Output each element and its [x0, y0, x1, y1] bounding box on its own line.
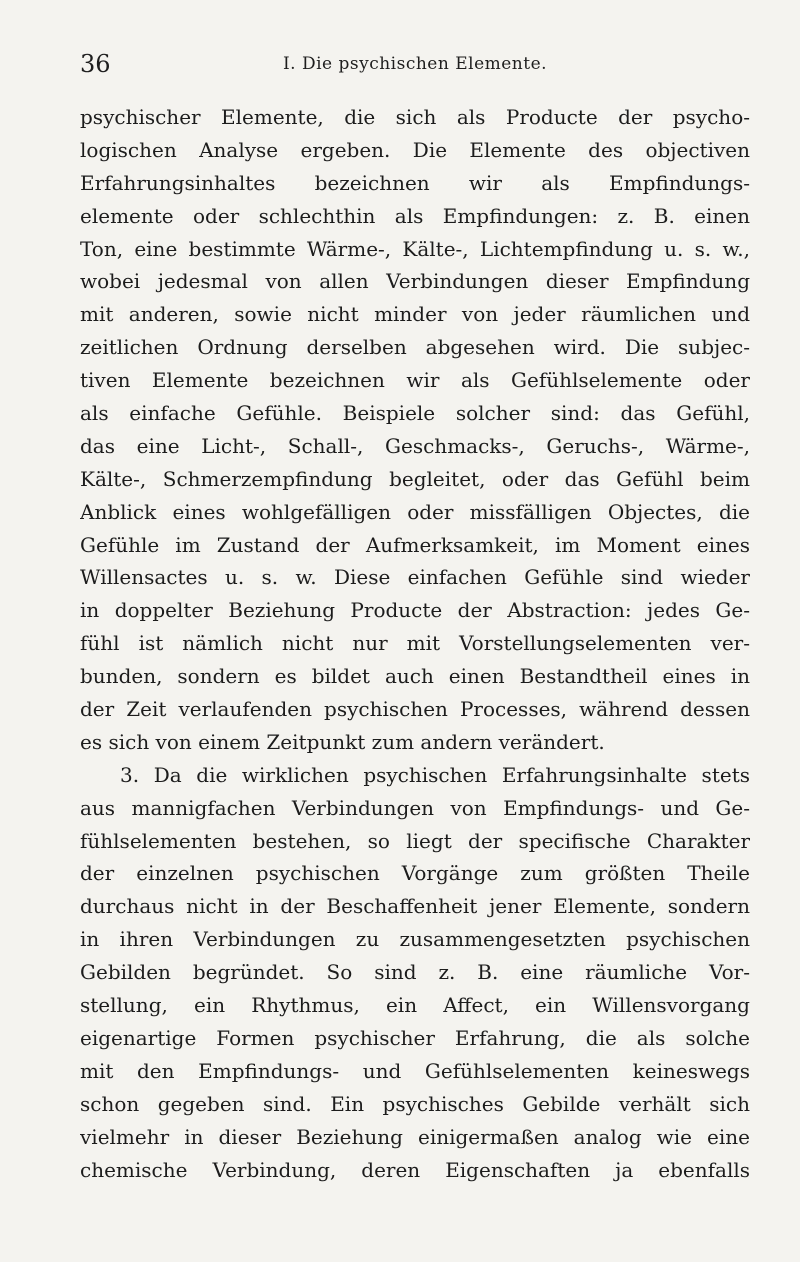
text-line: Gebilden begründet. So sind z. B. eine räumliche Vor- — [80, 960, 750, 985]
text-line: chemische Verbindung, deren Eigenschaften ja ebenfalls — [80, 1157, 750, 1182]
page-number: 36 — [80, 50, 111, 78]
text-line: der einzelnen psychischen Vorgänge zum größten Theile — [80, 861, 750, 886]
text-line: Ton, eine bestimmte Wärme-, Kälte-, Lichtempfindung u. s. w., — [80, 236, 750, 261]
text-line: psychischer Elemente, die sich als Producte der psycho- — [80, 105, 750, 129]
text-line: logischen Analyse ergeben. Die Elemente des objectiven — [80, 137, 750, 162]
text-line: es sich von einem Zeitpunkt zum andern verändert. — [80, 729, 605, 754]
text-line: der Zeit verlaufenden psychischen Processes, während dessen — [80, 697, 750, 722]
text-line: stellung, ein Rhythmus, ein Affect, ein Willensvorgang — [80, 993, 750, 1018]
text-line: das eine Licht-, Schall-, Geschmacks-, Geruchs-, Wärme-, — [80, 433, 750, 458]
body-text — [80, 101, 750, 1186]
paragraph-start-line: 3. Da die wirklichen psychischen Erfahrungsinhalte stets — [120, 762, 750, 787]
text-line: Gefühle im Zustand der Aufmerksamkeit, im Moment eines — [80, 532, 750, 557]
text-line: als einfache Gefühle. Beispiele solcher sind: das Gefühl, — [80, 401, 750, 426]
text-line: aus mannigfachen Verbindungen von Empfindungs- und Ge- — [80, 795, 750, 820]
text-line: wobei jedesmal von allen Verbindungen dieser Empfindung — [80, 269, 750, 294]
text-line: elemente oder schlechthin als Empfindungen: z. B. einen — [80, 203, 750, 228]
text-line: zeitlichen Ordnung derselben abgesehen wird. Die subjec- — [80, 335, 750, 360]
text-line: Kälte-, Schmerzempfindung begleitet, oder das Gefühl beim — [80, 466, 750, 491]
text-line: mit anderen, sowie nicht minder von jeder räumlichen und — [80, 302, 750, 327]
text-line: eigenartige Formen psychischer Erfahrung, die als solche — [80, 1025, 750, 1050]
text-line: in doppelter Beziehung Producte der Abstraction: jedes Ge- — [80, 598, 750, 623]
text-line: Erfahrungsinhaltes bezeichnen wir als Empfindungs- — [80, 170, 750, 195]
running-head: I. Die psychischen Elemente. — [282, 54, 548, 74]
text-line: Anblick eines wohlgefälligen oder missfälligen Objectes, die — [80, 499, 750, 524]
text-line: mit den Empfindungs- und Gefühlselementen keineswegs — [80, 1058, 750, 1083]
text-line: vielmehr in dieser Beziehung einigermaßen analog wie eine — [80, 1124, 750, 1149]
text-line: tiven Elemente bezeichnen wir als Gefühlselemente oder — [80, 368, 750, 393]
text-line: fühl ist nämlich nicht nur mit Vorstellungselementen ver- — [80, 631, 750, 656]
text-line: schon gegeben sind. Ein psychisches Gebilde verhält sich — [80, 1091, 750, 1116]
text-line: bunden, sondern es bildet auch einen Bestandtheil eines in — [80, 664, 750, 689]
text-line: fühlselementen bestehen, so liegt der specifische Charakter — [80, 828, 750, 853]
text-line: durchaus nicht in der Beschaffenheit jener Elemente, sondern — [80, 894, 750, 919]
text-line: Willensactes u. s. w. Diese einfachen Gefühle sind wieder — [80, 565, 750, 590]
page-header — [80, 50, 750, 82]
text-line: in ihren Verbindungen zu zusammengesetzten psychischen — [80, 927, 750, 952]
